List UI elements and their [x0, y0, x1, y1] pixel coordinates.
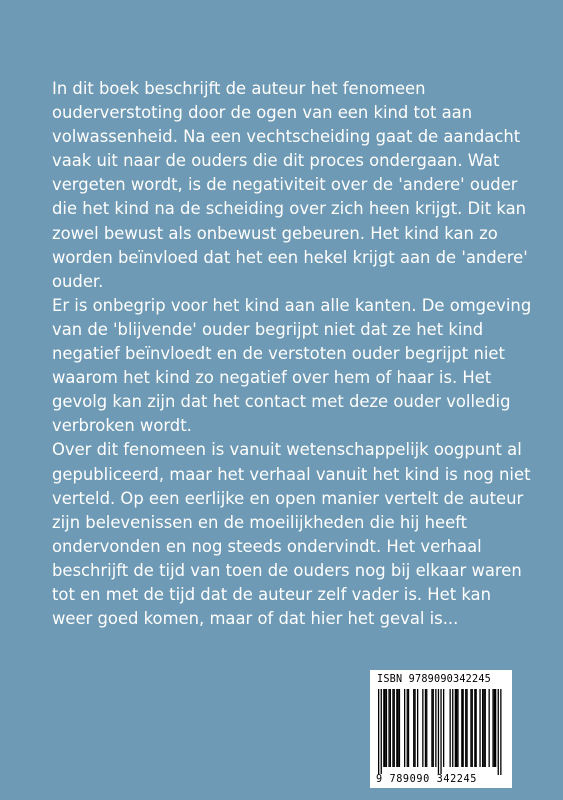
- barcode-bar: [495, 689, 496, 767]
- isbn-label: ISBN 9789090342245: [377, 674, 492, 685]
- barcode-bar: [381, 689, 382, 775]
- barcode-bar: [440, 689, 441, 775]
- barcode-bar: [433, 689, 434, 767]
- barcode-bar: [417, 689, 418, 767]
- barcode-bar: [455, 689, 456, 767]
- barcode-bar: [390, 689, 391, 767]
- barcode-bar: [392, 689, 393, 767]
- barcode-bar: [498, 689, 499, 775]
- barcode-bar: [383, 689, 384, 767]
- barcode-bar: [483, 689, 484, 767]
- barcode-bar: [472, 689, 473, 767]
- barcode-bar: [378, 689, 379, 775]
- isbn-barcode: [370, 670, 512, 788]
- barcode-bar: [396, 689, 397, 767]
- barcode-bar: [398, 689, 399, 767]
- barcode-bars: [376, 689, 506, 775]
- isbn-digits: 9 789090 342245: [376, 774, 478, 785]
- barcode-bar: [476, 689, 477, 767]
- barcode-bar: [404, 689, 405, 767]
- barcode-bar: [489, 689, 490, 767]
- barcode-bar: [492, 689, 493, 767]
- barcode-bar: [456, 689, 457, 767]
- barcode-bar: [465, 689, 466, 767]
- blurb-paragraph-2: Er is onbegrip voor het kind aan alle kanten. De omgeving van de 'blijvende' ouder begrijpt niet dat ze het kind negatief beïnvloedt en de verstoten ouder begrijpt niet waarom het kind zo negatief over hem of haar is. Het gevolg kan zijn dat het contact met deze ouder volledig verbroken wordt.: [52, 295, 532, 436]
- barcode-bar: [479, 689, 480, 767]
- blurb-paragraph-3: Over dit fenomeen is vanuit wetenschappelijk oogpunt al gepubliceerd, maar het verhaal vanuit het kind is nog niet verteld. Op een eerlijke en open manier vertelt de auteur zijn belevenissen en de moeilijkheden die hij heeft ondervonden en nog steeds ondervindt. Het verhaal beschrijft de tijd van toen de ouders nog bij elkaar waren tot en met de tijd dat de auteur zelf vader is. Het kan weer goed komen, maar of dat hier het geval is...: [52, 440, 531, 629]
- barcode-bar: [435, 689, 436, 767]
- barcode-bar: [408, 689, 409, 767]
- barcode-bar: [485, 689, 486, 767]
- barcode-bar: [474, 689, 475, 767]
- barcode-bar: [422, 689, 423, 767]
- barcode-bar: [407, 689, 408, 767]
- blurb-paragraph-1: In dit boek beschrijft de auteur het fenomeen ouderverstoting door de ogen van een kind tot aan volwassenheid. Na een vechtscheiding gaat de aandacht vaak uit naar de ouders die dit proces ondergaan. Wat vergeten wordt, is de negativiteit over de 'andere' ouder die het kind na de scheiding over zich heen krijgt. Dit kan zowel bewust als onbewust gebeuren. Het kind kan zo worden beïnvloed dat het een hekel krijgt aan de 'andere' ouder.: [52, 79, 528, 291]
- barcode-bar: [461, 689, 462, 767]
- barcode-bar: [443, 689, 444, 767]
- barcode-bar: [394, 689, 395, 767]
- barcode-bar: [425, 689, 426, 767]
- barcode-bar: [438, 689, 439, 775]
- blurb-text: [52, 77, 532, 631]
- barcode-bar: [413, 689, 414, 767]
- barcode-bar: [431, 689, 432, 767]
- barcode-bar: [482, 689, 483, 767]
- barcode-bar: [386, 689, 387, 767]
- barcode-bar: [399, 689, 400, 767]
- barcode-bar: [426, 689, 427, 767]
- barcode-bar: [466, 689, 467, 767]
- barcode-bar: [450, 689, 451, 767]
- barcode-bar: [385, 689, 386, 767]
- barcode-bar: [470, 689, 471, 767]
- barcode-bar: [457, 689, 458, 767]
- barcode-bar: [463, 689, 464, 767]
- barcode-bar: [500, 689, 501, 775]
- barcode-bar: [414, 689, 415, 767]
- barcode-bar: [452, 689, 453, 767]
- barcode-bar: [494, 689, 495, 767]
- barcode-bar: [388, 689, 389, 767]
